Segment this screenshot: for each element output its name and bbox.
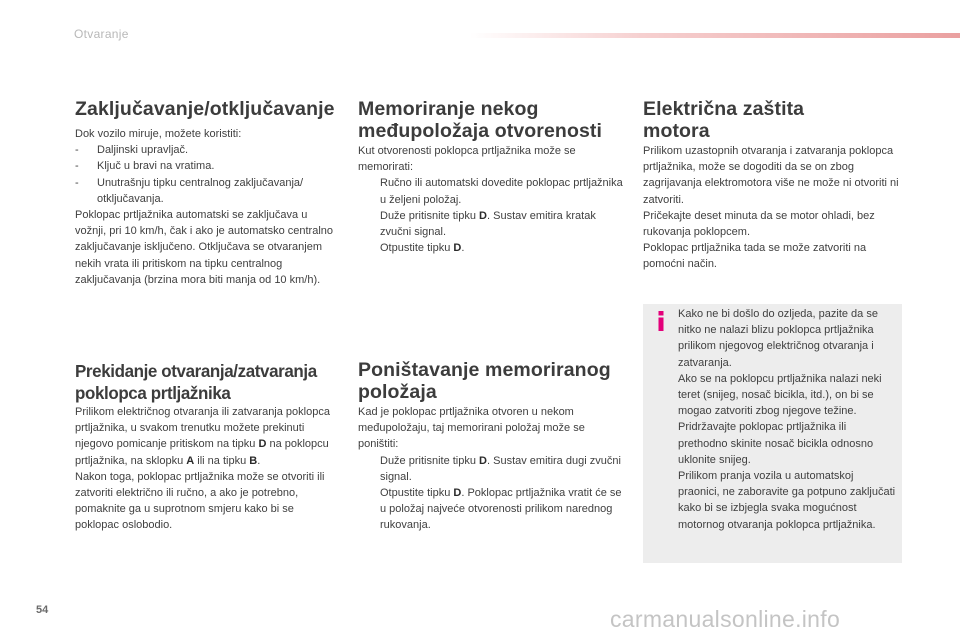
- heading-cancel-memory: Poništavanje memoriranog položaja: [358, 359, 611, 403]
- motor-para-3: Poklopac prtljažnika tada se može zatvoriti na pomoćni način.: [643, 242, 867, 271]
- list-item: - Ključ u bravi na vratima.: [75, 160, 215, 173]
- list-item: - Daljinski upravljač.: [75, 144, 189, 157]
- info-para-2: Ako se na poklopcu prtljažnika nalazi neki teret (snijeg, nosač bicikla, itd.), on bi se mogao zatvoriti zbog njegove težine. Pridržavajte poklopac prtljažnika ili prethodno skinite nosač bicikla odnosno uklonite snijeg.: [678, 372, 882, 466]
- interrupt-para-2: Nakon toga, poklopac prtljažnika može se otvoriti ili zatvoriti električno ili ručno, a ako je potrebno, pomaknite ga u suprotnom smjeru kako bi se poklopac oslobodio.: [75, 470, 325, 532]
- watermark: carmanualsonline.info: [610, 606, 841, 632]
- section-label: Otvaranje: [74, 27, 129, 41]
- memorize-text: [358, 143, 624, 256]
- info-box: [643, 304, 902, 563]
- motor-para-2: Pričekajte deset minuta da se motor ohladi, bez rukovanja poklopcem.: [643, 209, 875, 239]
- list-item: Ručno ili automatski dovedite poklopac prtljažnika u željeni položaj.: [380, 177, 623, 206]
- list-item: - Unutrašnju tipku centralnog zaključavanja/ otključavanja.: [75, 176, 304, 205]
- info-icon: [652, 310, 670, 332]
- list-item: Otpustite tipku D.: [380, 242, 465, 255]
- list-item: Duže pritisnite tipku D. Sustav emitira kratak zvučni signal.: [380, 209, 596, 239]
- list-item: Duže pritisnite tipku D. Sustav emitira dugi zvučni signal.: [380, 454, 621, 483]
- heading-motor-protection: Električna zaštita motora: [643, 98, 805, 142]
- info-para-3: Prilikom pranja vozila u automatskoj praonici, ne zaboravite ga potpuno zaključati kako bi se izbjegla svaka mogućnost motornog otvaranja poklopca prtljažnika.: [678, 470, 896, 531]
- heading-interrupt: Prekidanje otvaranja/zatvaranja poklopca prtljažnika: [75, 361, 317, 403]
- heading-locking: Zaključavanje/otključavanje: [75, 98, 335, 120]
- interrupt-text: [75, 404, 339, 534]
- cancel-memory-intro: Kad je poklopac prtljažnika otvoren u nekom međupoložaju, taj memorirani položaj može se poništiti:: [358, 406, 585, 451]
- memorize-intro: Kut otvorenosti poklopca prtljažnika može se memorirati:: [358, 145, 576, 174]
- motor-protection-text: [643, 143, 906, 273]
- page-number: 54: [36, 604, 49, 616]
- locking-outro: Poklopac prtljažnika automatski se zaključava u vožnji, pri 10 km/h, čak i ako je automatsko centralno zaključavanje isključeno. Otključava se otvaranjem nekih vrata ili pritiskom na tipku centralnog zaključavanja (brzina mora biti manja od 10 km/h).: [75, 209, 334, 286]
- interrupt-para-1: Prilikom električnog otvaranja ili zatvaranja poklopca prtljažnika, u svakom trenutku možete prekinuti njegovo pomicanje pritiskom na tipku D na poklopcu prtljažnika, na sklopku A ili na tipku B.: [75, 406, 330, 467]
- cancel-memory-text: [358, 404, 624, 534]
- locking-text: [75, 126, 339, 288]
- list-item: Otpustite tipku D. Poklopac prtljažnika vratit će se u položaj najveće otvorenosti prilikom narednog rukovanja.: [380, 487, 622, 532]
- info-text: [678, 306, 898, 533]
- info-para-1: Kako ne bi došlo do ozljeda, pazite da se nitko ne nalazi blizu poklopca prtljažnika prilikom njegovog električnog otvaranja i zatvaranja.: [678, 308, 878, 369]
- header-stripe: [470, 33, 960, 38]
- heading-memorize: Memoriranje nekog međupoložaja otvorenosti: [358, 98, 603, 142]
- motor-para-1: Prilikom uzastopnih otvaranja i zatvaranja poklopca prtljažnika, može se dogoditi da se on zbog zagrijavanja elektromotora više ne može ni otvoriti ni zatvoriti.: [643, 145, 899, 206]
- locking-intro: Dok vozilo miruje, možete koristiti:: [75, 128, 242, 140]
